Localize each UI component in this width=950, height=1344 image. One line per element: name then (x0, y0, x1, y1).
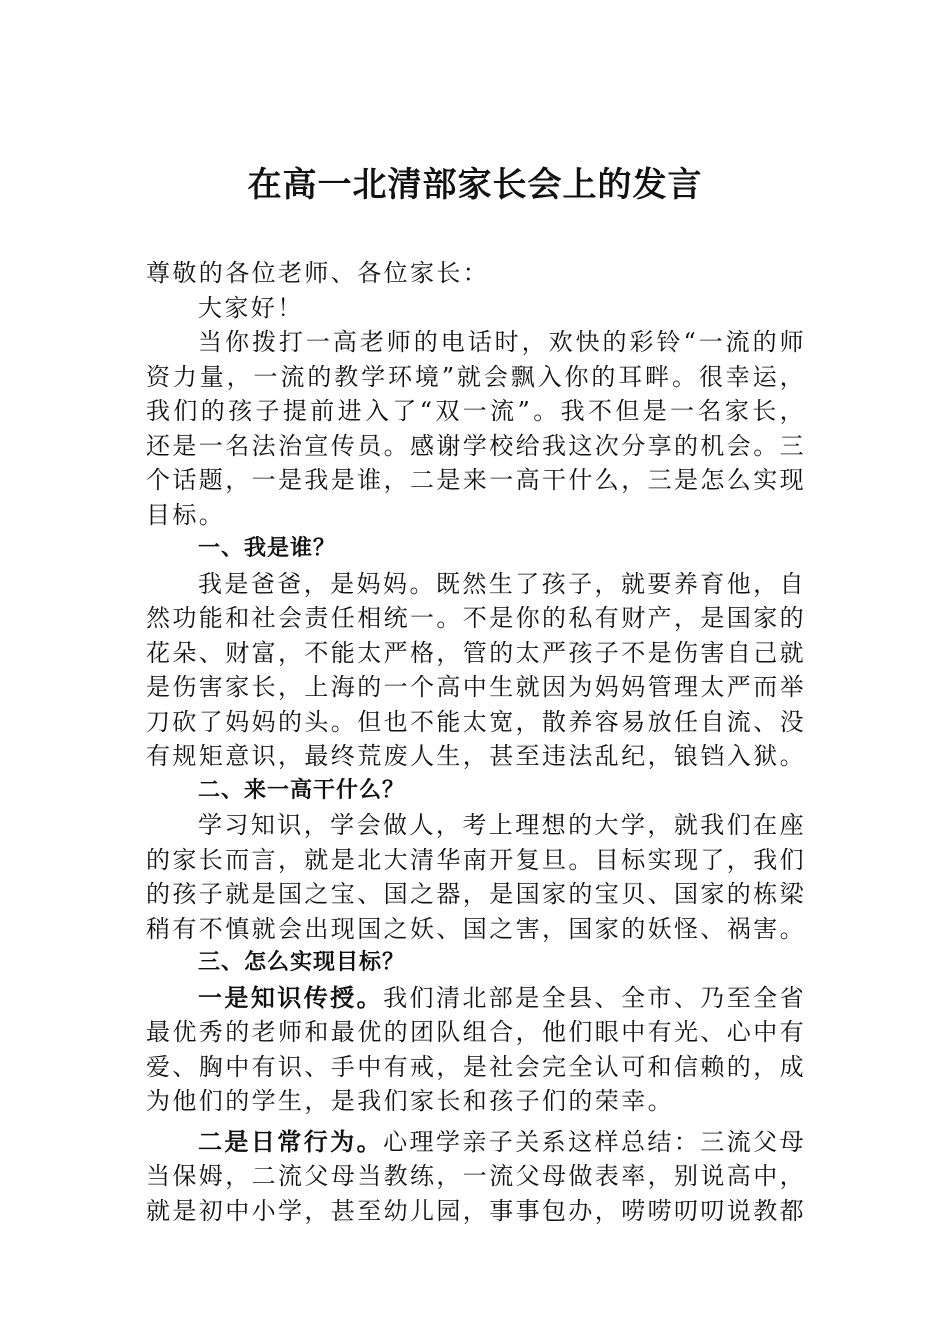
greeting: 大家好！ (198, 293, 304, 322)
section-heading-3: 三、怎么实现目标？ (198, 950, 406, 975)
section-paragraph-2: 学习知识，学会做人，考上理想的大学，就我们在座的家长而言，就是北大清华南开复旦。目标实现了，我们的孩子就是国之宝、国之器，是国家的宝贝、国家的栋梁稍有不慎就会出现国之妖、国之害，国家的妖怪、祸害。 (146, 811, 806, 943)
section-heading-2: 二、来一高干什么？ (198, 777, 406, 803)
section-heading-1: 一、我是谁？ (198, 536, 337, 561)
point-lead-1: 一是知识传授。 (198, 982, 384, 1012)
document-body (146, 256, 806, 1228)
point-lead-2: 二是日常行为。 (198, 1126, 384, 1156)
point-body-1: 我们清北部是全县、全市、乃至全省最优秀的老师和最优的团队组合，他们眼中有光、心中有爱、胸中有识、手中有戒，是社会完全认可和信赖的，成为他们的学生，是我们家长和孩子们的荣幸。 (146, 983, 806, 1115)
point-paragraph-1 (146, 981, 806, 1119)
section-paragraph-1: 我是爸爸，是妈妈。既然生了孩子，就要养育他，自然功能和社会责任相统一。不是你的私有财产，是国家的花朵、财富，不能太严格，管的太严孩子不是伤害自己就是伤害家长，上海的一个高中生就因为妈妈管理太严而举刀砍了妈妈的头。但也不能太宽，散养容易放任自流、没有规矩意识，最终荒废人生，甚至违法乱纪，锒铛入狱。 (146, 569, 806, 770)
document-title: 在高一北清部家长会上的发言 (247, 165, 703, 205)
intro-paragraph: 当你拨打一高老师的电话时，欢快的彩铃“一流的师资力量，一流的教学环境”就会飘入你的耳畔。很幸运，我们的孩子提前进入了“双一流”。我不但是一名家长，还是一名法治宣传员。感谢学校给我这次分享的机会。三个话题，一是我是谁，二是来一高干什么，三是怎么实现目标。 (146, 328, 806, 529)
point-body-2: 心理学亲子关系这样总结：三流父母当保姆，二流父母当教练，一流父母做表率，别说高中，就是初中小学，甚至幼儿园，事事包办，唠唠叨叨说教都 (146, 1127, 806, 1225)
salutation: 尊敬的各位老师、各位家长： (146, 259, 490, 287)
point-paragraph-2 (146, 1125, 806, 1229)
